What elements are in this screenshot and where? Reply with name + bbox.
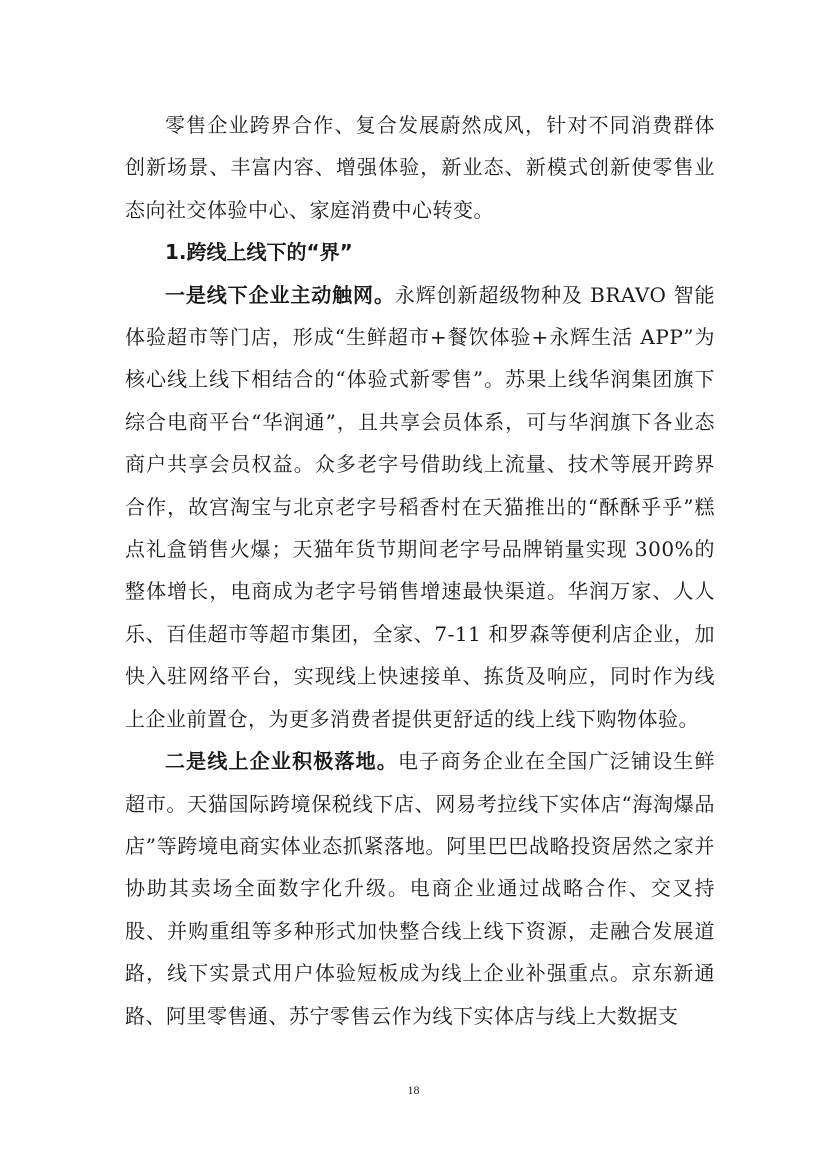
paragraph-body: 电子商务企业在全国广泛铺设生鲜超市。天猫国际跨境保税线下店、网易考拉线下实体店“海淘爆品店”等跨境电商实体业态抓紧落地。阿里巴巴战略投资居然之家并协助其卖场全面数字化升级。电商企业通过战略合作、交叉持股、并购重组等多种形式加快整合线上线下资源，走融合发展道路，线下实景式用户体验短板成为线上企业补强重点。京东新通路、阿里零售通、苏宁零售云作为线下实体店与线上大数据支 [125, 749, 716, 1028]
body-text [125, 104, 715, 1037]
intro-paragraph: 零售企业跨界合作、复合发展蔚然成风，针对不同消费群体创新场景、丰富内容、增强体验，新业态、新模式创新使零售业态向社交体验中心、家庭消费中心转变。 [125, 113, 715, 222]
paragraph-body: 永辉创新超级物种及 BRAVO 智能体验超市等门店，形成“生鲜超市+餐饮体验+永辉生活 APP”为核心线上线下相结合的“体验式新零售”。苏果上线华润集团旗下综合电商平台“华润通”，且共享会员体系，可与华润旗下各业态商户共享会员权益。众多老字号借助线上流量、技术等展开跨界合作，故宫淘宝与北京老字号稻香村在天猫推出的“酥酥乎乎”糕点礼盒销售火爆；天猫年货节期间老字号品牌销量实现 300%的整体增长，电商成为老字号销售增速最快渠道。华润万家、人人乐、百佳超市等超市集团，全家、7-11 和罗森等便利店企业，加快入驻网络平台，实现线上快速接单、拣货及响应，同时作为线上企业前置仓，为更多消费者提供更舒适的线上线下购物体验。 [125, 282, 716, 731]
page-number: 18 [407, 1083, 420, 1097]
paragraph-online-offline [125, 740, 715, 1037]
paragraph-lead: 二是线上企业积极落地。 [165, 749, 398, 774]
section-heading: 1.跨线上线下的“界” [165, 240, 353, 265]
paragraph-offline-online [125, 274, 715, 740]
paragraph-lead: 一是线下企业主动触网。 [165, 282, 395, 307]
